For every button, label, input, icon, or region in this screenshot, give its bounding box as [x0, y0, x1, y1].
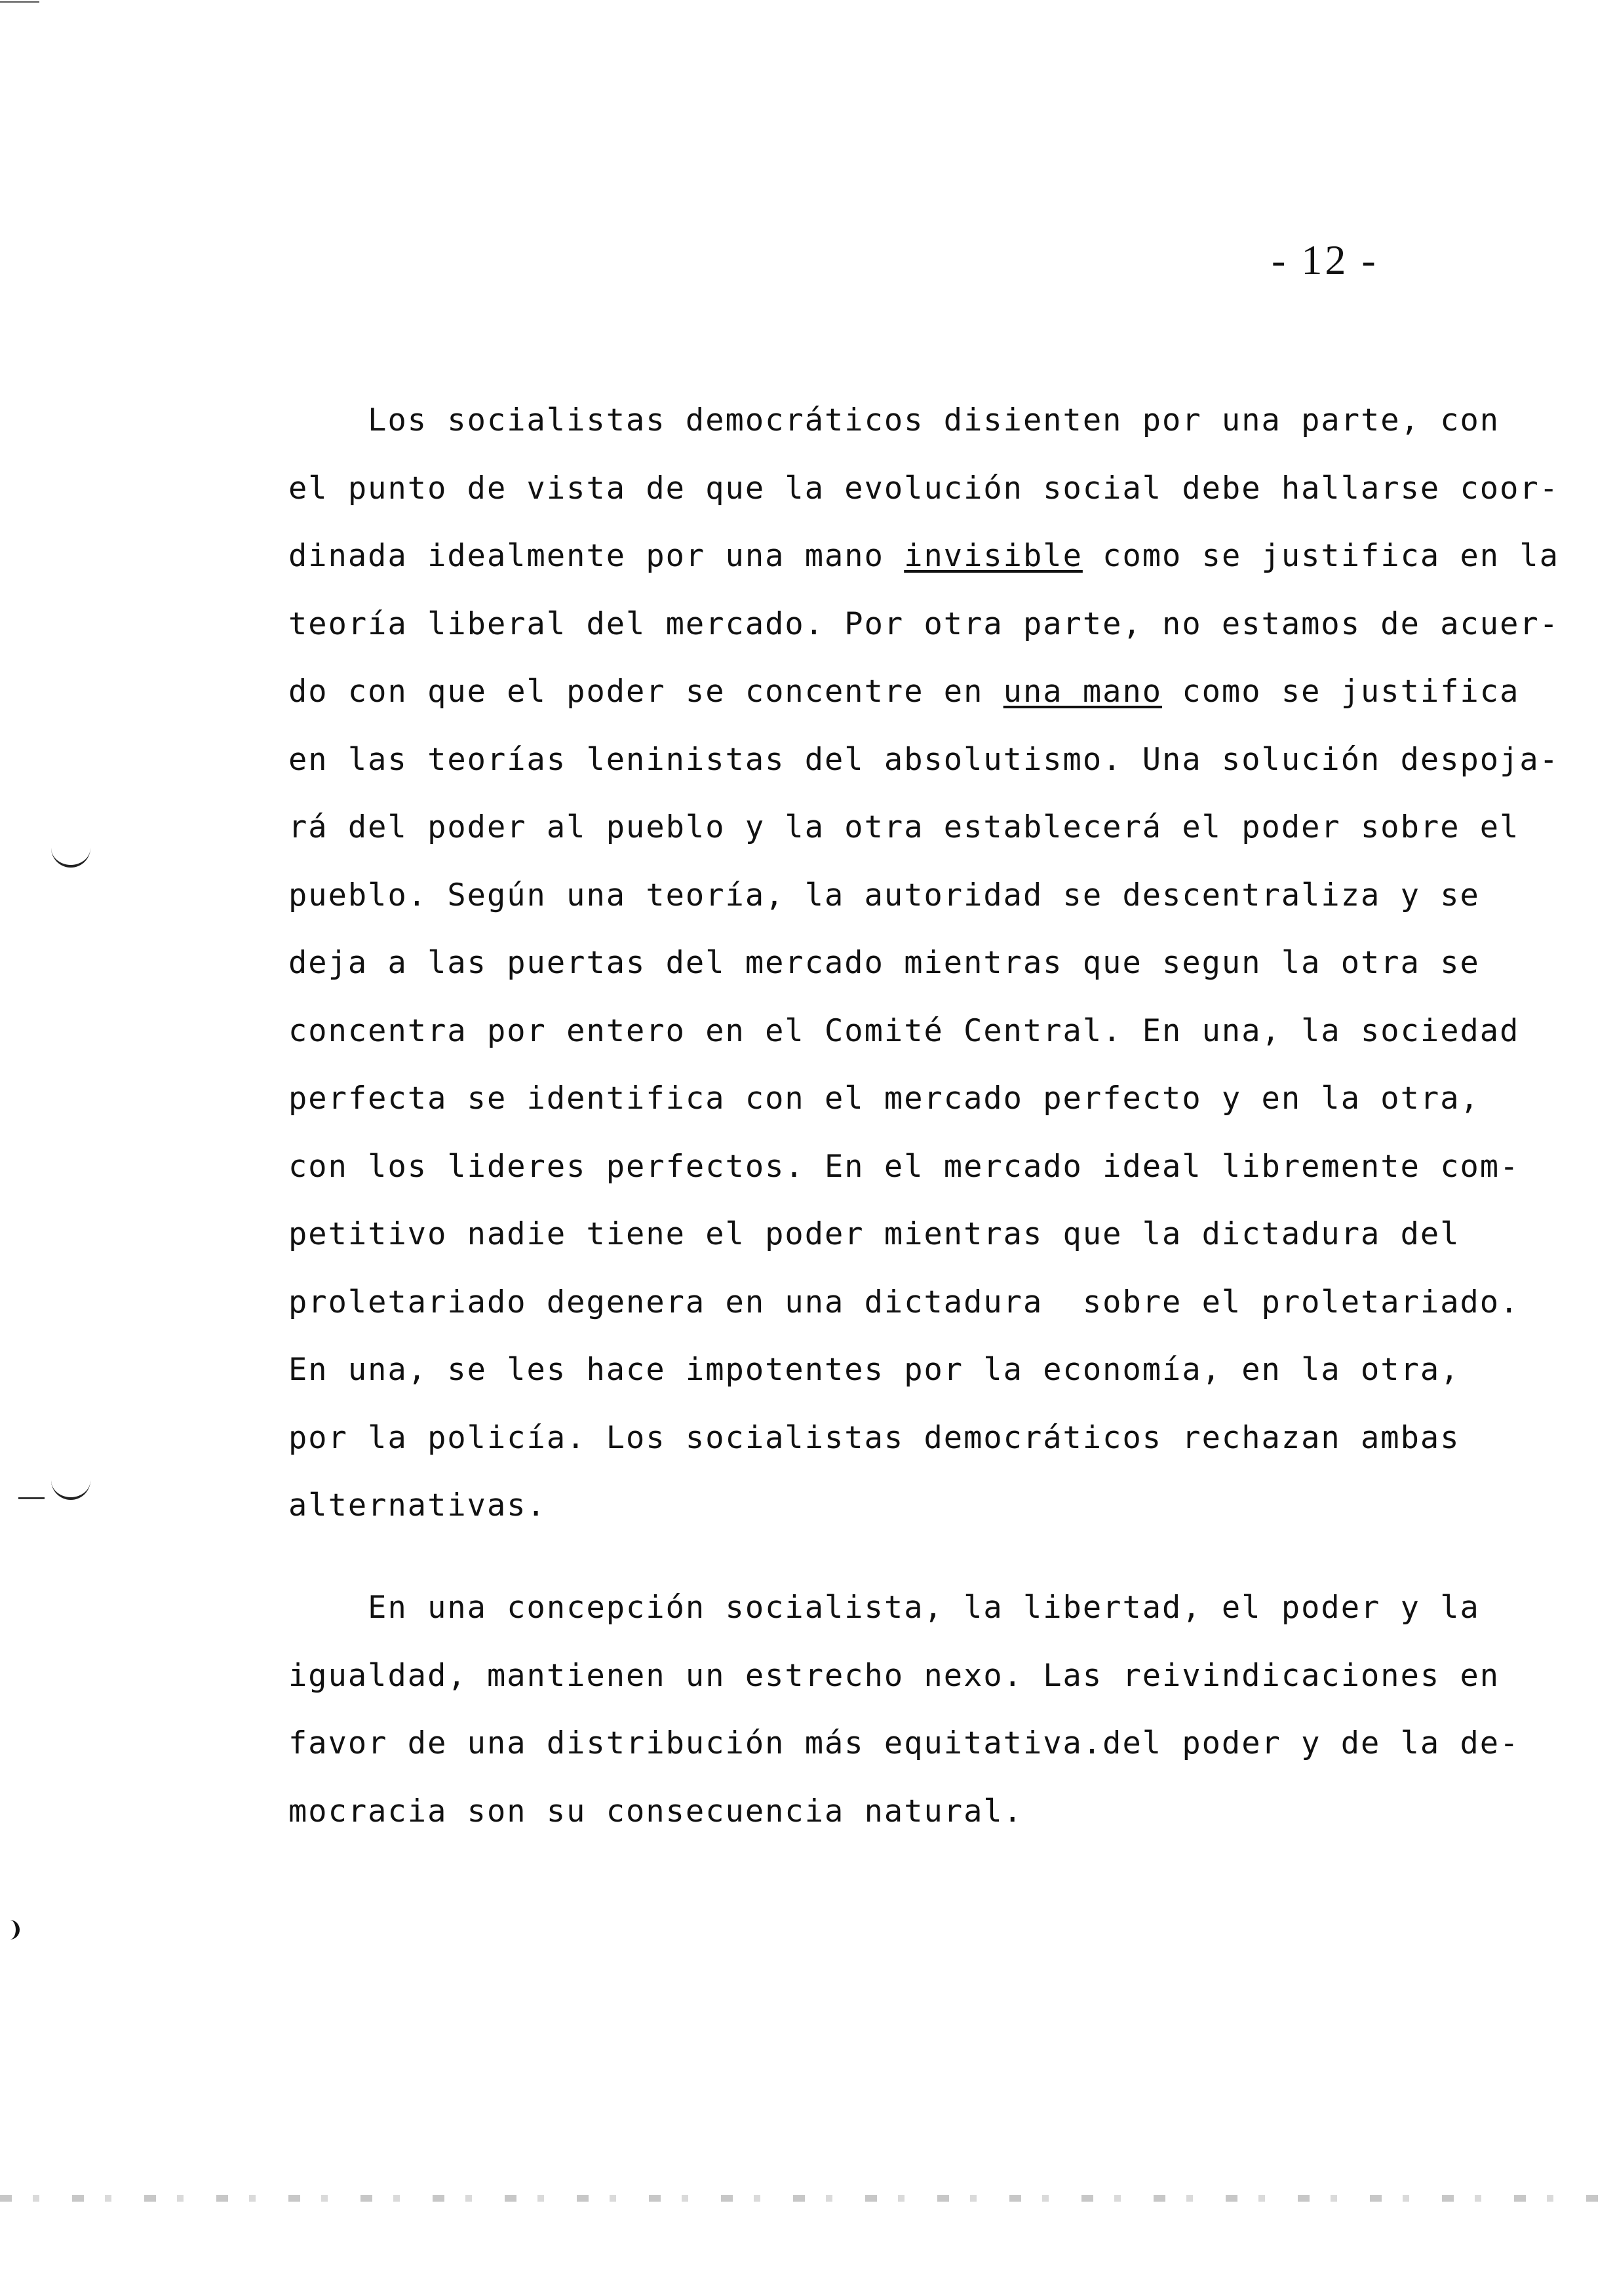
text-line — [288, 590, 1573, 659]
text-fragment: por la policía. Los socialistas democráticos rechazan ambas — [288, 1419, 1460, 1456]
text-fragment: en las teorías leninistas del absolutismo. Una solución despoja- — [288, 741, 1559, 778]
text-line — [288, 1574, 1573, 1642]
text-line — [288, 1269, 1573, 1337]
text-fragment: dinada idealmente por una mano — [288, 538, 905, 574]
text-line — [288, 726, 1573, 794]
text-fragment: petitivo nadie tiene el poder mientras que la dictadura del — [288, 1216, 1460, 1252]
text-line — [288, 1336, 1573, 1404]
text-line — [288, 455, 1573, 523]
text-fragment: Los socialistas democráticos disienten por una parte, con — [288, 402, 1500, 438]
text-line — [288, 1778, 1573, 1846]
text-line — [288, 1065, 1573, 1133]
text-line — [288, 1642, 1573, 1710]
text-line — [288, 387, 1573, 455]
text-fragment: pueblo. Según una teoría, la autoridad se descentraliza y se — [288, 877, 1480, 913]
text-line — [288, 1133, 1573, 1201]
text-fragment: igualdad, mantienen un estrecho nexo. Las reivindicaciones en — [288, 1657, 1500, 1694]
underlined-text: invisible — [904, 538, 1083, 574]
text-fragment: favor de una distribución más equitativa.del poder y de la de- — [288, 1725, 1520, 1761]
text-line — [288, 862, 1573, 930]
text-fragment: mocracia son su consecuencia natural. — [288, 1793, 1023, 1829]
text-line — [288, 1200, 1573, 1269]
text-line — [288, 1404, 1573, 1472]
text-fragment: proletariado degenera en una dictadura sobre el proletariado. — [288, 1284, 1520, 1320]
text-fragment: como se justifica en la — [1082, 538, 1559, 574]
page-number: - 12 - — [1272, 237, 1378, 283]
text-line — [288, 794, 1573, 862]
text-fragment: concentra por entero en el Comité Central. En una, la sociedad — [288, 1012, 1520, 1049]
text-fragment: En una, se les hace impotentes por la economía, en la otra, — [288, 1352, 1460, 1388]
text-fragment: do con que el poder se concentre en — [288, 674, 1003, 710]
scan-bottom-noise — [0, 2195, 1615, 2202]
underlined-text: una mano — [1003, 674, 1163, 710]
paragraph-1 — [288, 387, 1573, 1540]
text-line — [288, 658, 1573, 726]
text-line — [288, 929, 1573, 997]
text-fragment: el punto de vista de que la evolución social debe hallarse coor- — [288, 470, 1559, 507]
text-line — [288, 1710, 1573, 1778]
scan-mark-left-2 — [18, 1497, 45, 1499]
scan-mark-left-1 — [51, 845, 90, 868]
text-fragment: alternativas. — [288, 1487, 547, 1523]
scan-mark-left-4 — [4, 1920, 20, 1940]
text-fragment: deja a las puertas del mercado mientras que segun la otra se — [288, 945, 1480, 981]
text-fragment: En una concepción socialista, la libertad, el poder y la — [288, 1590, 1480, 1626]
scan-top-rule — [0, 1, 39, 3]
scan-mark-left-3 — [51, 1478, 90, 1500]
paragraph-2 — [288, 1574, 1573, 1845]
text-fragment: teoría liberal del mercado. Por otra parte, no estamos de acuer- — [288, 605, 1559, 642]
text-fragment: rá del poder al pueblo y la otra establecerá el poder sobre el — [288, 809, 1520, 845]
text-line — [288, 1472, 1573, 1540]
text-fragment: perfecta se identifica con el mercado perfecto y en la otra, — [288, 1081, 1480, 1117]
text-line — [288, 997, 1573, 1065]
text-fragment: como se justifica — [1162, 674, 1520, 710]
text-fragment: con los lideres perfectos. En el mercado ideal libremente com- — [288, 1148, 1520, 1185]
text-line — [288, 522, 1573, 590]
